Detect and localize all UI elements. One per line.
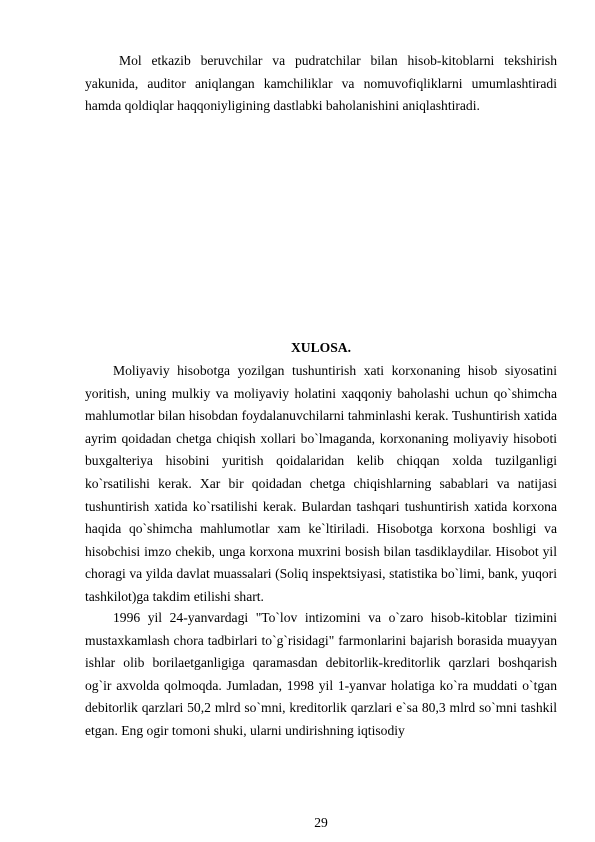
page-number: 29	[314, 815, 328, 830]
paragraph-audit-summary: Mol etkazib beruvchilar va pudratchilar bilan hisob-kitoblarni tekshirish yakunida, auditor aniqlangan kamchiliklar va nomuvofiqliklarni umumlashtiradi hamda qoldiqlar haqqoniyligining dastlabki baholanishini aniqlashtiradi.	[85, 53, 557, 114]
section-heading-conclusion: XULOSA.	[290, 340, 352, 355]
paragraph-explanatory-note: Moliyaviy hisobotga yozilgan tushuntirish xati korxonaning hisob siyosatini yoritish, uning mulkiy va moliyaviy holatini xaqqoniy baholashi uchun qo`shimcha mahlumotlar bilan hisobdan foydalanuvchilarni tahminlashi kerak. Tushuntirish xatida ayrim qoidadan chetga chiqish xollari bo`lmaganda, korxonaning moliyaviy hisoboti buxgalteriya hisobini yuritish qoidalaridan kelib chiqqan xolda tuzilganligi ko`rsatilishi kerak. Xar bir qoidadan chetga chiqishlarning sabablari va natijasi tushuntirish xatida ko`rsatilishi kerak. Bulardan tashqari tushuntirish xatida korxona haqida qo`shimcha mahlumotlar xam ke`ltiriladi. Hisobotga korxona boshligi va hisobchisi imzo chekib, unga korxona muxrini bosish bilan tasdiklaydilar. Hisobot yil choragi va yilda davlat muassalari (Soliq inspektsiyasi, statistika bo`limi, bank, yuqori tashkilot)ga takdim etilishi shart.	[85, 363, 557, 604]
paragraph-debt-management: 1996 yil 24-yanvardagi "To`lov intizomini va o`zaro hisob-kitoblar tizimini mustaxkamlash chora tadbirlari to`g`risidagi" farmonlarini bajarish borasida muayyan ishlar olib borilaetganligiga qaramasdan debitorlik-kreditorlik qarzlari boshqarish og`ir axvolda qolmoqda. Jumladan, 1998 yil 1-yanvar holatiga ko`ra muddati o`tgan debitorlik qarzlari 50,2 mlrd so`mni, kreditorlik qarzlari e`sa 80,3 mlrd so`mni tashkil etgan. Eng ogir tomoni shuki, ularni undirishning iqtisodiy	[85, 610, 557, 738]
